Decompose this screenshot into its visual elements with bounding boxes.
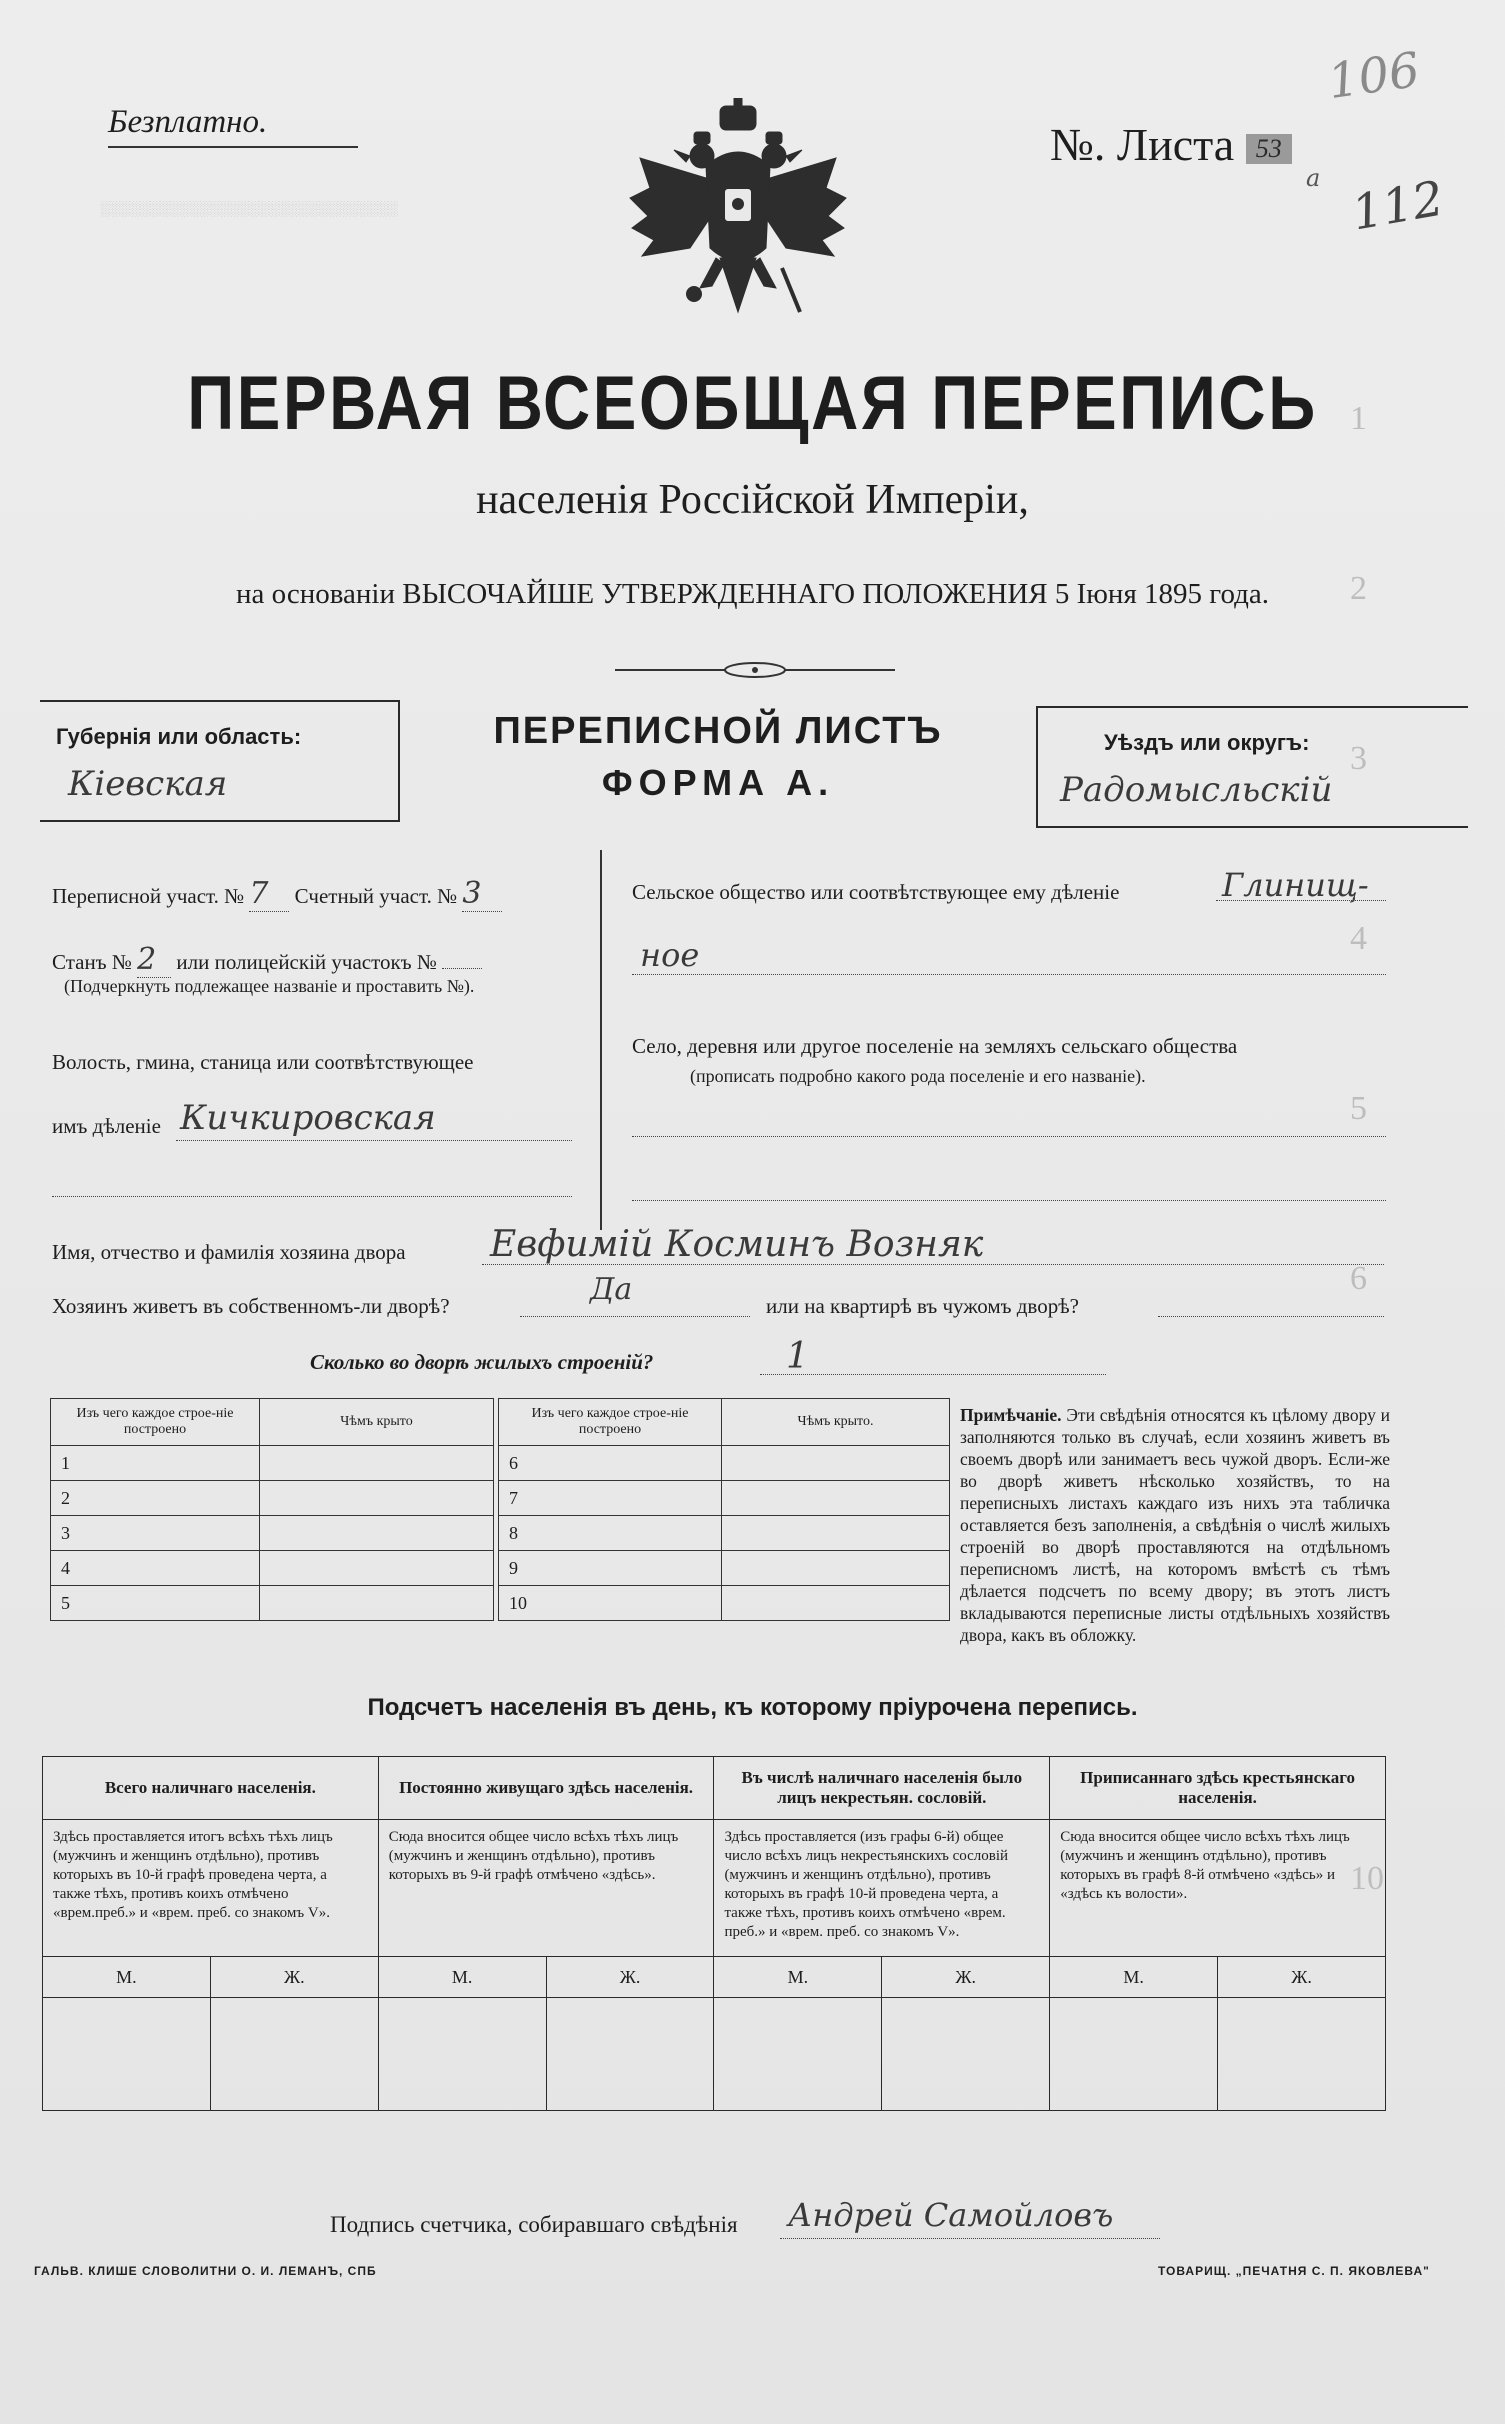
roof-cell[interactable] (260, 1481, 494, 1516)
district-label: Уѣздъ или округъ: (1104, 730, 1310, 755)
buildings-table-left (50, 1398, 494, 1621)
roof-cell[interactable] (722, 1446, 950, 1481)
roof-cell[interactable] (722, 1516, 950, 1551)
count-cell[interactable] (378, 1998, 546, 2111)
roof-cell[interactable] (260, 1516, 494, 1551)
row-number: 4 (51, 1551, 260, 1586)
count-cell[interactable] (714, 1998, 882, 2111)
col-total-desc: Здѣсь проставляется итогъ всѣхъ тѣхъ лицъ (мужчинъ и женщинъ отдѣльно), противъ которыхъ въ 10-й графѣ проведена черта, а также тѣхъ, противъ коихъ отмѣчено «врем.преб.» и «врем. преб. со знакомъ V». (43, 1820, 379, 1957)
free-label-underline (108, 146, 358, 148)
count-cell[interactable] (1218, 1998, 1386, 2111)
own-yard-line (520, 1316, 750, 1317)
ornament-divider-icon (615, 660, 895, 680)
archive-letter: а (1306, 164, 1321, 192)
note-block (960, 1404, 1390, 1646)
count-cell[interactable] (43, 1998, 211, 2111)
owner-name-line (482, 1264, 1384, 1265)
own-yard-label: Хозяинъ живетъ въ собственномъ-ли дворѣ? (52, 1294, 450, 1318)
province-box (40, 700, 400, 822)
police-area-label: или полицейскій участокъ № (176, 950, 437, 974)
sheet-number-label: №. Листа (1050, 119, 1235, 170)
col-material: Изъ чего каждое строе-ніе построено (499, 1399, 722, 1446)
signature-field (330, 2212, 738, 2238)
form-letter: ФОРМА А. (601, 762, 835, 803)
row-number: 9 (499, 1551, 722, 1586)
district-value[interactable]: Радомысльскій (1060, 770, 1333, 810)
male-header: М. (43, 1957, 211, 1998)
row-number: 10 (499, 1586, 722, 1621)
show-through-number: 6 (1350, 1260, 1367, 1297)
row-number: 8 (499, 1516, 722, 1551)
stan-value[interactable]: 2 (137, 942, 171, 978)
village-note: (прописать подробно какого рода поселеніе и его названіе). (690, 1066, 1146, 1086)
table-row (499, 1551, 950, 1586)
sheet-number-value: 53 (1246, 134, 1292, 164)
census-area-field (52, 876, 502, 912)
roof-cell[interactable] (260, 1551, 494, 1586)
table-row (51, 1516, 494, 1551)
free-label: Безплатно. (108, 104, 268, 140)
page-subtitle: населенія Россійской Имперіи, (476, 477, 1029, 523)
female-header: Ж. (882, 1957, 1050, 1998)
roof-cell[interactable] (260, 1446, 494, 1481)
printer-left: ГАЛЬВ. КЛИШЕ СЛОВОЛИТНИ О. И. ЛЕМАНЪ, СПБ (34, 2264, 377, 2278)
row-number: 1 (51, 1446, 260, 1481)
buildings-label: Сколько во дворѣ жилыхъ строеній? (310, 1350, 654, 1374)
printer-right: ТОВАРИЩ. „ПЕЧАТНЯ С. П. ЯКОВЛЕВА" (1158, 2264, 1430, 2278)
show-through-number: 5 (1350, 1090, 1367, 1127)
count-cell[interactable] (882, 1998, 1050, 2111)
count-cell[interactable] (210, 1998, 378, 2111)
table-row (499, 1481, 950, 1516)
table-row (499, 1516, 950, 1551)
volost-line-2 (52, 1196, 572, 1197)
col-material: Изъ чего каждое строе-ніе построено (51, 1399, 260, 1446)
show-through-number: 1 (1350, 400, 1367, 437)
female-header: Ж. (210, 1957, 378, 1998)
male-header: М. (378, 1957, 546, 1998)
volost-label-2: имъ дѣленіе (52, 1114, 161, 1138)
signature-value[interactable]: Андрей Самойловъ (788, 2196, 1114, 2234)
col-registered-heading: Приписаннаго здѣсь крестьянскаго населенія. (1050, 1757, 1386, 1820)
society-line-1 (1216, 900, 1386, 901)
archive-sheet-number: 112 (1347, 170, 1448, 242)
rented-line (1158, 1316, 1384, 1317)
owner-name-value[interactable]: Евфимій Косминъ Возняк (490, 1224, 984, 1265)
society-line-2 (632, 974, 1386, 975)
own-yard-value[interactable]: Да (590, 1272, 633, 1307)
row-number: 6 (499, 1446, 722, 1481)
signature-label: Подпись счетчика, собиравшаго свѣдѣнія (330, 2212, 738, 2237)
archive-number-top: 106 (1324, 41, 1424, 111)
col-roof: Чѣмъ крыто. (722, 1399, 950, 1446)
show-through-number: 4 (1350, 920, 1367, 957)
population-count-table (42, 1756, 1386, 2111)
buildings-value[interactable]: 1 (786, 1336, 809, 1377)
show-through-number: 10 (1350, 1860, 1384, 1897)
census-area-value[interactable]: 7 (249, 876, 289, 912)
roof-cell[interactable] (722, 1551, 950, 1586)
col-permanent-heading: Постоянно живущаго здѣсь населенія. (378, 1757, 714, 1820)
row-number: 3 (51, 1516, 260, 1551)
province-label: Губернія или область: (56, 724, 302, 749)
volost-line (176, 1140, 572, 1141)
society-value-2[interactable]: ное (640, 936, 700, 974)
show-through-number: 2 (1350, 570, 1367, 607)
police-area-value[interactable] (442, 968, 482, 969)
col-registered-desc: Сюда вносится общее число всѣхъ тѣхъ лицъ (мужчинъ и женщинъ отдѣльно), противъ которыхъ въ графѣ 8-й отмѣчено «здѣсь» и «здѣсь къ волости». (1050, 1820, 1386, 1957)
village-line-1 (632, 1136, 1386, 1137)
male-header: М. (714, 1957, 882, 1998)
volost-value[interactable]: Кичкировская (180, 1098, 436, 1138)
col-nonpeasant-desc: Здѣсь проставляется (изъ графы 6-й) общее число всѣхъ лицъ некрестьянскихъ сословій (мужчинъ и женщинъ отдѣльно), противъ которыхъ въ графѣ 10-й проведена черта, а также тѣхъ, противъ коихъ отмѣчено «врем. преб.» и «врем. преб. со знакомъ V». (714, 1820, 1050, 1957)
col-nonpeasant-heading: Въ числѣ наличнаго населенія было лицъ некрестьян. сословій. (714, 1757, 1050, 1820)
province-value[interactable]: Кіевская (68, 764, 228, 804)
stan-field (52, 942, 482, 978)
table-row (499, 1446, 950, 1481)
table-row (51, 1446, 494, 1481)
imperial-eagle-emblem-icon (620, 98, 856, 338)
village-line-2 (632, 1200, 1386, 1201)
row-number: 7 (499, 1481, 722, 1516)
district-box (1036, 706, 1468, 828)
society-value-1[interactable]: Глинищ- (1222, 866, 1369, 904)
table-row (51, 1551, 494, 1586)
count-cell[interactable] (546, 1998, 714, 2111)
count-section-title: Подсчетъ населенія въ день, къ которому пріурочена перепись. (367, 1694, 1138, 1721)
col-permanent-desc: Сюда вносится общее число всѣхъ тѣхъ лицъ (мужчинъ и женщинъ отдѣльно), противъ которыхъ въ 9-й графѣ отмѣчено «здѣсь». (378, 1820, 714, 1957)
roof-cell[interactable] (722, 1481, 950, 1516)
male-header: М. (1050, 1957, 1218, 1998)
village-label: Село, деревня или другое поселеніе на земляхъ сельскаго общества (632, 1034, 1238, 1058)
count-area-label: Счетный участ. № (294, 884, 458, 908)
roof-cell[interactable] (722, 1586, 950, 1621)
roof-cell[interactable] (260, 1586, 494, 1621)
society-label: Сельское общество или соотвѣтствующее ему дѣленіе (632, 880, 1120, 904)
show-through-text: ░░░░░░░░░░░░░░░░░░░░░░░░░░░░░░ (100, 200, 398, 216)
owner-name-label: Имя, отчество и фамилія хозяина двора (52, 1240, 406, 1264)
show-through-number: 3 (1350, 740, 1367, 777)
sheet-number (1050, 118, 1292, 171)
buildings-table-right (498, 1398, 950, 1621)
buildings-line (760, 1374, 1106, 1375)
female-header: Ж. (546, 1957, 714, 1998)
row-number: 5 (51, 1586, 260, 1621)
stan-label: Станъ № (52, 950, 132, 974)
rented-label: или на квартирѣ въ чужомъ дворѣ? (766, 1294, 1079, 1318)
table-row (499, 1586, 950, 1621)
female-header: Ж. (1218, 1957, 1386, 1998)
signature-line (780, 2238, 1160, 2239)
census-area-label: Переписной участ. № (52, 884, 245, 908)
count-cell[interactable] (1050, 1998, 1218, 2111)
count-area-value[interactable]: 3 (462, 876, 502, 912)
note-title: Примѣчаніе. (960, 1405, 1062, 1425)
col-total-heading: Всего наличнаго населенія. (43, 1757, 379, 1820)
row-number: 2 (51, 1481, 260, 1516)
table-row (51, 1481, 494, 1516)
page-basis: на основаніи ВЫСОЧАЙШЕ УТВЕРЖДЕННАГО ПОЛОЖЕНИЯ 5 Іюня 1895 года. (235, 578, 1270, 610)
note-text: Эти свѣдѣнія относятся къ цѣлому двору и заполняются только въ случаѣ, если хозяинъ живетъ въ своемъ дворѣ или занимаетъ весь чужой дворъ. Если-же во дворѣ живетъ нѣсколько хозяйствъ, то на переписныхъ листахъ каждаго изъ нихъ эта табличка оставляется безъ заполненія, а свѣдѣнія о числѣ жилыхъ строеній во дворѣ проставляются на отдѣльномъ переписномъ листѣ, на которомъ вмѣстѣ съ тѣмъ дѣлается подсчетъ по всему двору; въ этотъ листъ вкладываются переписные листы отдѣльныхъ хозяйствъ двора, какъ въ обложку. (960, 1405, 1390, 1645)
underline-note: (Подчеркнуть подлежащее названіе и проставить №). (64, 976, 475, 996)
page-title: ПЕРВАЯ ВСЕОБЩАЯ ПЕРЕПИСЬ (187, 361, 1318, 446)
col-roof: Чѣмъ крыто (260, 1399, 494, 1446)
form-title: ПЕРЕПИСНОЙ ЛИСТЪ (493, 710, 943, 752)
section-divider (600, 850, 602, 1230)
volost-label-1: Волость, гмина, станица или соотвѣтствующее (52, 1050, 474, 1074)
table-row (51, 1586, 494, 1621)
